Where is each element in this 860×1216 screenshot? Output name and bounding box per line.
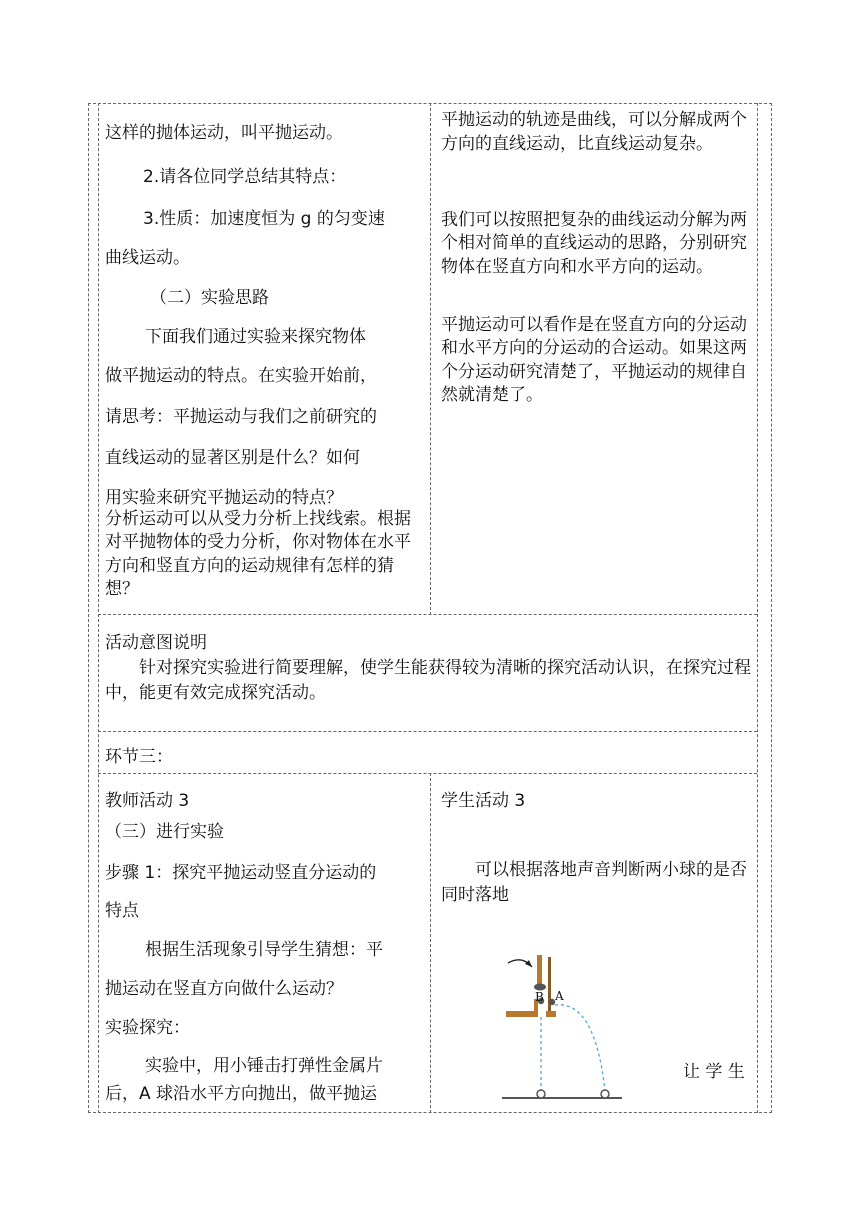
student-title: 学生活动 3 xyxy=(441,791,526,811)
teacher-title: 教师活动 3 xyxy=(105,791,190,811)
figure-label-b: B xyxy=(535,990,544,1004)
teacher-line-7: 实验中，用小锤击打弹性金属片 xyxy=(145,1056,383,1076)
teacher-line-4: 根据生活现象引导学生猜想：平 xyxy=(145,940,383,960)
section3-title: 环节三： xyxy=(105,747,173,767)
student-body: 可以根据落地声音判断两小球的是否同时落地 xyxy=(441,860,747,905)
hammer-icon xyxy=(537,955,542,985)
intent-body: 针对探究实验进行简要理解，使学生能获得较为清晰的探究活动认识，在探究过程中，能更有效完成探究活动。 xyxy=(105,658,751,703)
left-line-2: 2.请各位同学总结其特点： xyxy=(143,167,347,187)
figure-label-a: A xyxy=(555,989,564,1003)
right-paragraph-3: 平抛运动可以看作是在竖直方向的分运动和水平方向的分运动的合运动。如果这两个分运动研究清楚了，平抛运动的规律自然就清楚了。 xyxy=(441,315,747,406)
left-line-8: 请思考：平抛运动与我们之前研究的 xyxy=(105,407,377,427)
table-border-right-inner xyxy=(757,103,758,1113)
projectile-experiment-figure xyxy=(500,945,630,1105)
left-line-1: 这样的抛体运动，叫平抛运动。 xyxy=(105,123,343,143)
left-line-4: 曲线运动。 xyxy=(105,248,190,268)
teacher-line-3: 特点 xyxy=(105,901,139,921)
teacher-line-8: 后，A 球沿水平方向抛出，做平抛运 xyxy=(105,1084,378,1104)
left-line-10: 用实验来研究平抛运动的特点？ xyxy=(105,488,343,508)
right-paragraph-2: 我们可以按照把复杂的曲线运动分解为两个相对简单的直线运动的思路，分别研究物体在竖直方向和水平方向的运动。 xyxy=(441,210,747,277)
teacher-line-5: 抛运动在竖直方向做什么运动？ xyxy=(105,979,343,999)
student-tail: 让 学 生 xyxy=(683,1062,745,1082)
column-divider-top xyxy=(430,103,431,615)
right-paragraph-1: 平抛运动的轨迹是曲线，可以分解成两个方向的直线运动，比直线运动复杂。 xyxy=(441,110,747,155)
teacher-line-1: （三）进行实验 xyxy=(105,822,224,842)
left-line-6: 下面我们通过实验来探究物体 xyxy=(145,327,366,347)
teacher-line-2: 步骤 1：探究平抛运动竖直分运动的 xyxy=(105,863,377,883)
row-divider-3 xyxy=(98,773,757,774)
left-line-7: 做平抛运动的特点。在实验开始前， xyxy=(105,366,377,386)
row-divider-1 xyxy=(98,614,757,615)
left-line-5: （二）实验思路 xyxy=(150,288,269,308)
column-divider-bottom xyxy=(430,773,431,1113)
table-border-left-inner xyxy=(98,103,99,1113)
left-line-9: 直线运动的显著区别是什么？如何 xyxy=(105,448,360,468)
left-paragraph: 分析运动可以从受力分析上找线索。根据对平抛物体的受力分析，你对物体在水平方向和竖直方向的运动规律有怎样的猜想？ xyxy=(105,509,411,600)
row-divider-2 xyxy=(98,731,757,732)
left-line-3: 3.性质：加速度恒为 g 的匀变速 xyxy=(143,209,385,229)
teacher-line-6: 实验探究： xyxy=(105,1018,190,1038)
intent-title: 活动意图说明 xyxy=(105,633,207,653)
